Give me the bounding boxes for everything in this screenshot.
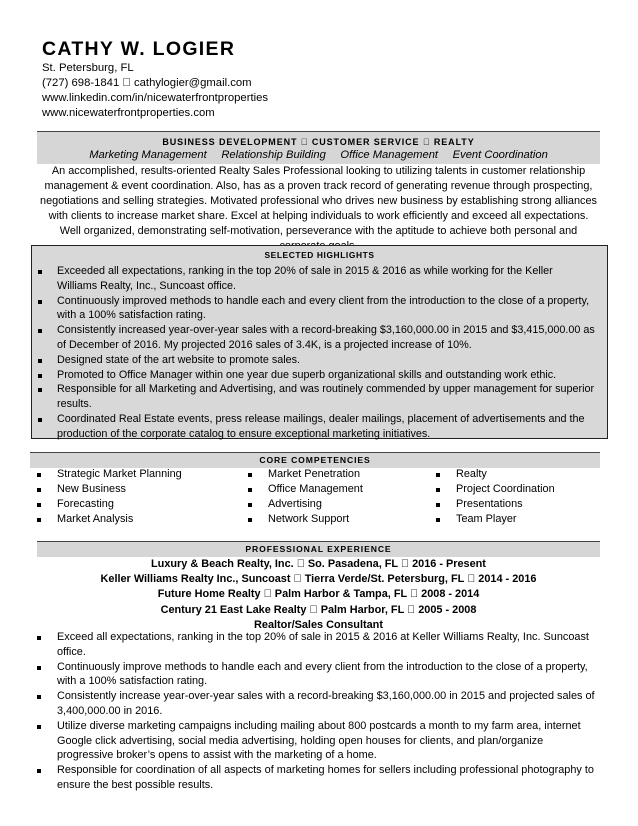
competencies-column-2 <box>248 467 363 527</box>
list-item: Responsible for all Marketing and Advertising, and was routinely commended by upper management for superior results. <box>32 382 607 412</box>
square-bullet-icon <box>248 518 252 522</box>
list-item: Designed state of the art website to promote sales. <box>32 353 607 368</box>
job-line: Luxury & Beach Realty, Inc. So. Pasadena, FL 2016 - Present <box>162 558 475 570</box>
list-item: Utilize diverse marketing campaigns including mailing about 800 postcards a month to my farm area, internet Google click advertising, social media advertising, holding open houses for clients, and plan/organize progressive broker’s opens to assist with the marketing of a home. <box>37 719 602 763</box>
list-item: Continuously improved methods to handle each and every client from the introduction to the close of a property, with a 100% satisfaction rating. <box>32 294 607 324</box>
square-bullet-icon <box>37 488 41 492</box>
list-item: Project Coordination <box>436 482 555 497</box>
square-bullet-icon <box>37 636 41 640</box>
list-item: Exceeded all expectations, ranking in the top 20% of sale in 2015 & 2016 as while working for the Keller Williams Realty, Inc., Suncoast office. <box>32 264 607 294</box>
job-title: Realtor/Sales Consultant <box>254 618 383 631</box>
square-bullet-icon <box>38 270 42 274</box>
list-item: Responsible for coordination of all aspects of marketing homes for sellers including professional photography to ensure the best possible results. <box>37 763 602 793</box>
highlights-list <box>32 264 607 442</box>
square-bullet-icon <box>37 769 41 773</box>
competencies-column-1 <box>37 467 182 527</box>
job-line: Future Home Realty Palm Harbor & Tampa, FL 2008 - 2014 <box>168 588 469 601</box>
list-item: Continuously improve methods to handle each and every client from the introduction to the close of a property, with a 100% satisfaction rating. <box>37 660 602 690</box>
list-item: Exceed all expectations, ranking in the top 20% of sale in 2015 & 2016 at Keller Williams Realty, Inc. Suncoast office. <box>37 630 602 660</box>
list-item: Presentations <box>436 497 555 512</box>
highlights-box <box>31 245 608 439</box>
list-item: Office Management <box>248 482 363 497</box>
square-bullet-icon <box>37 503 41 507</box>
list-item: Promoted to Office Manager within one year due superb organizational skills and outstanding work ethic. <box>32 368 607 383</box>
list-item: Market Penetration <box>248 467 363 482</box>
contact-block <box>42 61 268 121</box>
list-item: Network Support <box>248 512 363 527</box>
highlights-title: SELECTED HIGHLIGHTS <box>264 250 375 260</box>
profile-summary: An accomplished, results-oriented Realty Sales Professional looking to utilizing talents in customer relationship management & event coordination. Also, has as a proven track record of generating revenue through prospecting, negotiations and selling strategies. Motivated professional who drives new business by establishing strong alliances with clients to increase market share. Excel at helping individuals to work efficiently and exceed all expectations. Well organized, demonstrating self-motivation, perseverance with the aptitude to achieve both personal and <box>40 165 597 237</box>
website-link[interactable]: www.nicewaterfrontproperties.com <box>42 107 215 119</box>
profile-subtitle: Marketing Management Relationship Building Office Management Event Coordination <box>106 149 531 161</box>
list-item: Consistently increased year-over-year sales with a record-breaking $3,160,000.00 in 2015 and $3,415,000.00 as of December of 2016. My projected 2016 sales of 3.4K, is a projected increase of 10%. <box>32 323 607 353</box>
list-item: Coordinated Real Estate events, press release mailings, dealer mailings, placement of advertisements and the production of the corporate catalog to ensure exceptional marketing initiatives. <box>32 412 607 442</box>
square-bullet-icon <box>38 388 42 392</box>
square-bullet-icon <box>38 359 42 363</box>
list-item: Team Player <box>436 512 555 527</box>
square-bullet-icon <box>38 418 42 422</box>
list-item: New Business <box>37 482 182 497</box>
square-bullet-icon <box>38 300 42 304</box>
experience-title: PROFESSIONAL EXPERIENCE <box>245 544 392 554</box>
phone-email: (727) 698-1841 cathylogier@gmail.com <box>42 77 240 89</box>
square-bullet-icon <box>436 473 440 477</box>
list-item: Consistently increase year-over-year sales with a record-breaking $3,160,000.00 in 2015 and projected sales of 3,400,000.00 in 2016. <box>37 689 602 719</box>
job-line: Century 21 East Lake Realty Palm Harbor, FL 2005 - 2008 <box>171 603 466 616</box>
experience-header <box>37 541 600 557</box>
square-bullet-icon <box>37 666 41 670</box>
square-bullet-icon <box>436 518 440 522</box>
square-bullet-icon <box>38 329 42 333</box>
square-bullet-icon <box>37 695 41 699</box>
competencies-title: CORE COMPETENCIES <box>259 455 371 465</box>
square-bullet-icon <box>248 488 252 492</box>
list-item: Strategic Market Planning <box>37 467 182 482</box>
profile-title: BUSINESS DEVELOPMENT CUSTOMER SERVICE REALTY <box>173 137 464 147</box>
candidate-name: CATHY W. LOGIER <box>42 38 236 60</box>
list-item: Advertising <box>248 497 363 512</box>
list-item: Realty <box>436 467 555 482</box>
job-history <box>37 557 600 633</box>
square-bullet-icon <box>436 488 440 492</box>
competencies-header <box>30 452 600 468</box>
square-bullet-icon <box>38 374 42 378</box>
list-item: Forecasting <box>37 497 182 512</box>
experience-list <box>37 630 602 793</box>
square-bullet-icon <box>248 473 252 477</box>
square-bullet-icon <box>37 725 41 729</box>
job-line: Keller Williams Realty Inc., Suncoast Tierra Verde/St. Petersburg, FL 2014 - 2016 <box>111 573 526 586</box>
square-bullet-icon <box>37 518 41 522</box>
competencies-column-3 <box>436 467 555 527</box>
linkedin-link[interactable]: www.linkedin.com/in/nicewaterfrontproperties <box>42 92 269 104</box>
square-bullet-icon <box>248 503 252 507</box>
location: St. Petersburg, FL <box>42 62 134 74</box>
list-item: Market Analysis <box>37 512 182 527</box>
profile-band <box>37 131 600 164</box>
square-bullet-icon <box>436 503 440 507</box>
square-bullet-icon <box>37 473 41 477</box>
